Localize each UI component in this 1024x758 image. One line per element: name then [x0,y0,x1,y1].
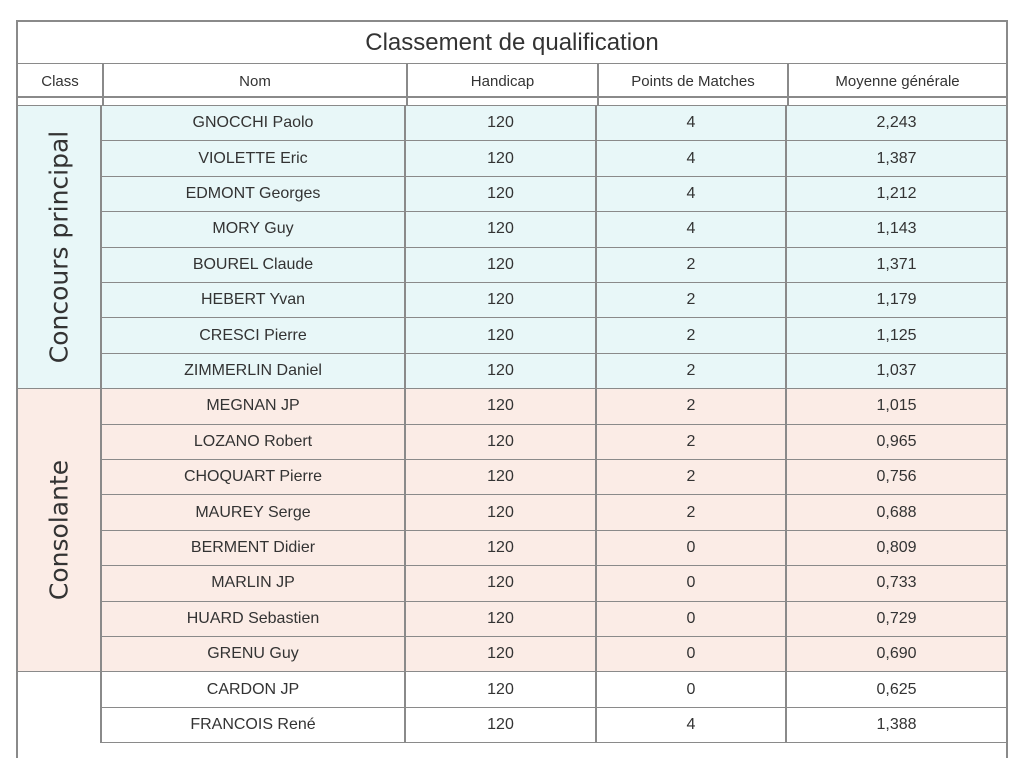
table-row [102,106,1006,141]
cell-points: 2 [597,318,787,352]
cell-handicap: 120 [406,106,597,140]
cell-nom: FRANCOIS René [102,708,406,742]
header-class: Class [18,64,104,98]
cell-nom: MEGNAN JP [102,389,406,423]
cell-points: 2 [597,283,787,317]
header-points: Points de Matches [599,64,789,98]
table-row [102,672,1006,707]
cell-moyenne: 1,371 [876,255,917,273]
table-row [102,460,1006,495]
cell-points: 2 [597,389,787,423]
group-label-1 [18,389,102,672]
cell-handicap: 120 [406,177,597,211]
header-moyenne: Moyenne générale [835,72,960,90]
table-row [102,318,1006,353]
cell-nom: LOZANO Robert [102,425,406,459]
group-label-text: Consolante [44,460,74,601]
table-row [102,637,1006,672]
cell-moyenne: 1,212 [876,184,917,202]
cell-points: 2 [597,248,787,282]
cell-points: 2 [597,425,787,459]
cell-moyenne: 0,690 [876,645,917,663]
cell-moyenne: 1,179 [876,291,917,309]
cell-handicap: 120 [406,708,597,742]
table-row [102,708,1006,743]
cell-points: 0 [597,566,787,600]
cell-handicap: 120 [406,672,597,706]
cell-handicap: 120 [406,212,597,246]
cell-nom: GRENU Guy [102,637,406,671]
cell-nom: CHOQUART Pierre [102,460,406,494]
cell-handicap: 120 [406,318,597,352]
cell-moyenne: 0,625 [876,680,917,698]
cell-points: 0 [597,602,787,636]
cell-moyenne: 0,809 [876,538,917,556]
cell-handicap: 120 [406,531,597,565]
cell-nom: MARLIN JP [102,566,406,600]
cell-moyenne: 0,688 [876,503,917,521]
table-row [102,566,1006,601]
table-row [102,354,1006,389]
cell-points: 4 [597,141,787,175]
cell-moyenne: 1,037 [876,361,917,379]
cell-nom: ZIMMERLIN Daniel [102,354,406,388]
header-nom: Nom [104,64,408,98]
cell-points: 0 [597,637,787,671]
cell-nom: VIOLETTE Eric [102,141,406,175]
cell-points: 4 [597,212,787,246]
header-handicap: Handicap [408,64,599,98]
table-row [102,495,1006,530]
cell-nom: HEBERT Yvan [102,283,406,317]
cell-nom: CARDON JP [102,672,406,706]
cell-points: 2 [597,460,787,494]
header-row [18,64,1006,98]
table-row [102,177,1006,212]
cell-handicap: 120 [406,248,597,282]
cell-moyenne: 2,243 [876,114,917,132]
cell-nom: BOUREL Claude [102,248,406,282]
cell-handicap: 120 [406,495,597,529]
cell-nom: MAUREY Serge [102,495,406,529]
cell-points: 4 [597,106,787,140]
table-row [102,283,1006,318]
table-row [102,531,1006,566]
cell-handicap: 120 [406,637,597,671]
table-row [102,141,1006,176]
cell-nom: GNOCCHI Paolo [102,106,406,140]
cell-moyenne: 1,125 [876,326,917,344]
qualification-table [16,20,1008,758]
cell-nom: BERMENT Didier [102,531,406,565]
table-title: Classement de qualification [18,22,1006,64]
table-row [102,389,1006,424]
header-separator [18,98,1006,106]
cell-moyenne: 1,387 [876,149,917,167]
group-label-text: Concours principal [44,130,74,364]
cell-nom: HUARD Sebastien [102,602,406,636]
group-label-0 [18,106,102,389]
cell-points: 2 [597,495,787,529]
cell-nom: MORY Guy [102,212,406,246]
cell-moyenne: 0,965 [876,432,917,450]
cell-points: 2 [597,354,787,388]
cell-moyenne: 1,388 [876,715,917,733]
cell-moyenne: 0,733 [876,574,917,592]
table-row [102,212,1006,247]
cell-nom: CRESCI Pierre [102,318,406,352]
cell-points: 0 [597,531,787,565]
cell-handicap: 120 [406,354,597,388]
cell-moyenne: 0,729 [876,609,917,627]
cell-handicap: 120 [406,141,597,175]
cell-handicap: 120 [406,425,597,459]
cell-moyenne: 0,756 [876,468,917,486]
cell-nom: EDMONT Georges [102,177,406,211]
cell-points: 4 [597,177,787,211]
cell-handicap: 120 [406,389,597,423]
cell-moyenne: 1,143 [876,220,917,238]
table-row [102,248,1006,283]
cell-moyenne: 1,015 [876,397,917,415]
table-row [102,602,1006,637]
cell-points: 0 [597,672,787,706]
cell-handicap: 120 [406,566,597,600]
group-label-2 [18,672,102,743]
cell-handicap: 120 [406,602,597,636]
cell-handicap: 120 [406,460,597,494]
table-row [102,425,1006,460]
cell-points: 4 [597,708,787,742]
cell-handicap: 120 [406,283,597,317]
